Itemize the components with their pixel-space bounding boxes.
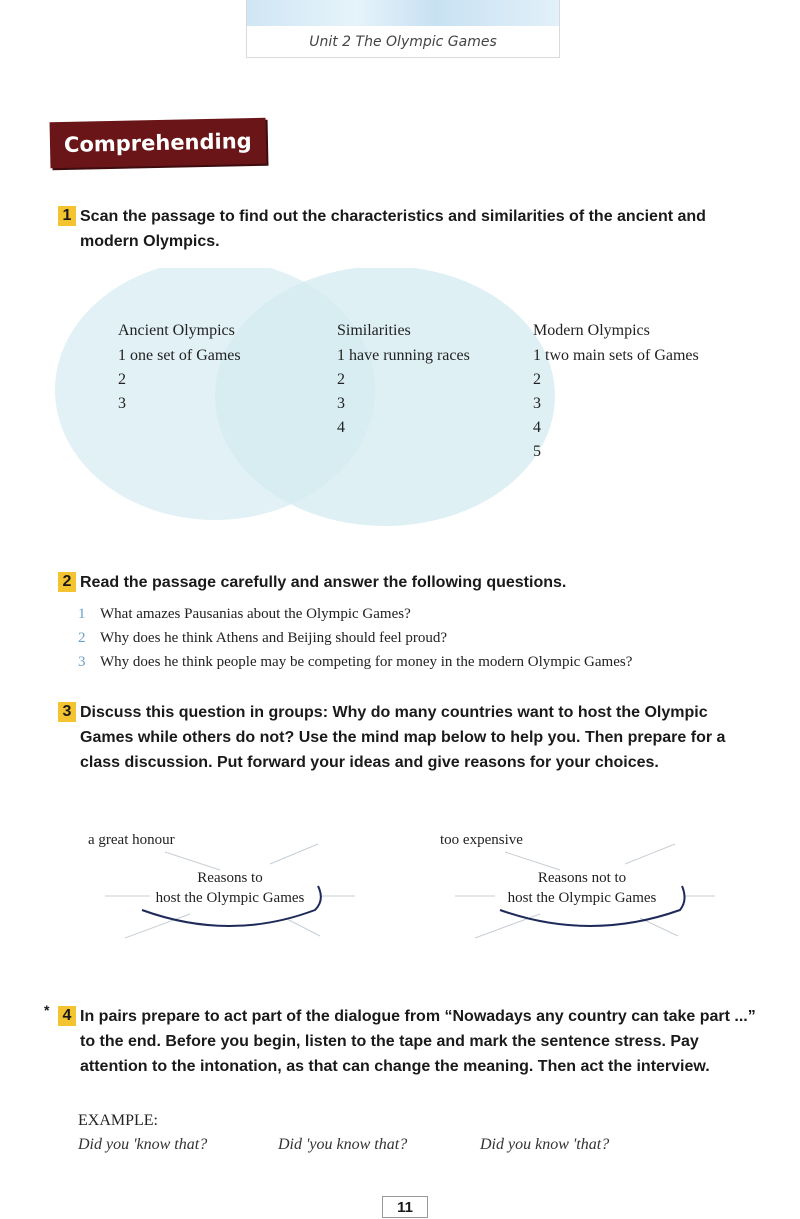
list-item xyxy=(78,626,778,650)
page-number: 11 xyxy=(382,1196,428,1218)
example-item: Did you 'know that? xyxy=(78,1136,208,1153)
modern-title: Modern Olympics xyxy=(533,322,650,339)
item-number: 3 xyxy=(78,654,86,670)
similarities-title: Similarities xyxy=(337,322,411,339)
example-label: EXAMPLE: xyxy=(78,1112,158,1129)
ancient-item: 2 xyxy=(118,371,126,388)
ancient-title: Ancient Olympics xyxy=(118,322,235,339)
ancient-column xyxy=(118,318,318,416)
question-text: Read the passage carefully and answer the following questions. xyxy=(80,574,567,591)
mind-map-example-right: too expensive xyxy=(440,832,523,848)
modern-item: 3 xyxy=(533,395,541,412)
similarities-column xyxy=(337,318,527,440)
similarities-item: 2 xyxy=(337,371,345,388)
mind-map-center-left xyxy=(130,868,330,908)
question-3 xyxy=(58,700,758,778)
item-text: Why does he think people may be competing for money in the modern Olympic Games? xyxy=(100,654,633,670)
question-number: 3 xyxy=(58,702,76,722)
modern-item: 2 xyxy=(533,371,541,388)
question-text: Discuss this question in groups: Why do many countries want to host the Olympic Games while others do not? Use the mind map below to help you. Then prepare for a class discussion. Put forward your ideas and give reasons for your choices. xyxy=(80,704,726,771)
question-text: In pairs prepare to act part of the dialogue from “Nowadays any country can take part ...” to the end. Before you begin, listen to the tape and mark the sentence stress. Pay attention to the intonation, as that can change the meaning. Then act the interview. xyxy=(80,1008,756,1075)
ancient-item: 1 one set of Games xyxy=(118,347,241,364)
similarities-item: 4 xyxy=(337,419,345,436)
question-number: 1 xyxy=(58,206,76,226)
similarities-item: 3 xyxy=(337,395,345,412)
mind-map-example-left: a great honour xyxy=(88,832,175,848)
running-header xyxy=(246,0,560,58)
center-line: Reasons to xyxy=(197,870,263,886)
similarities-item: 1 have running races xyxy=(337,347,470,364)
list-item xyxy=(78,602,778,626)
optional-star: * xyxy=(44,1002,50,1018)
ancient-item: 3 xyxy=(118,395,126,412)
center-line: host the Olympic Games xyxy=(155,890,305,906)
header-decoration xyxy=(247,0,559,26)
center-line: host the Olympic Games xyxy=(507,890,657,906)
item-text: Why does he think Athens and Beijing should feel proud? xyxy=(100,630,448,646)
mind-map-center-right xyxy=(482,868,682,908)
list-item xyxy=(78,650,778,674)
question-1 xyxy=(58,204,758,256)
example-item: Did you know 'that? xyxy=(480,1136,610,1153)
question-text: Scan the passage to find out the characteristics and similarities of the ancient and modern Olympics. xyxy=(80,208,706,250)
question-4 xyxy=(58,1004,758,1108)
header-title: Unit 2 The Olympic Games xyxy=(309,34,497,50)
item-text: What amazes Pausanias about the Olympic Games? xyxy=(100,606,411,622)
item-number: 1 xyxy=(78,606,86,622)
question-2-list xyxy=(78,602,778,674)
section-banner: Comprehending xyxy=(50,118,267,169)
modern-column xyxy=(533,318,753,464)
modern-item: 5 xyxy=(533,443,541,460)
modern-item: 1 two main sets of Games xyxy=(533,347,699,364)
modern-item: 4 xyxy=(533,419,541,436)
center-line: Reasons not to xyxy=(537,870,627,886)
item-number: 2 xyxy=(78,630,86,646)
question-number: 2 xyxy=(58,572,76,592)
example-item: Did 'you know that? xyxy=(278,1136,408,1153)
question-number: 4 xyxy=(58,1006,76,1026)
question-2 xyxy=(58,570,758,596)
